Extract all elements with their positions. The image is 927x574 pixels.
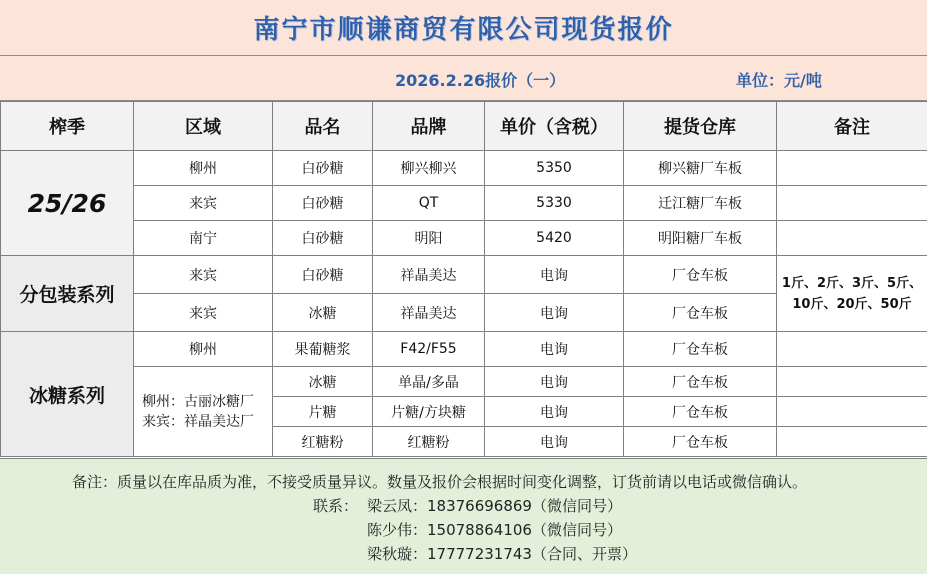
region-cell: 南宁 (134, 221, 273, 256)
note-cell (777, 397, 927, 427)
brand-cell: F42/F55 (373, 332, 485, 367)
price-cell: 电询 (485, 294, 624, 332)
contact-line: 陈少伟：15078864106（微信同号） (367, 521, 622, 539)
packaging-note-line: 1斤、2斤、3斤、5斤、 (781, 275, 923, 291)
product-cell: 红糖粉 (273, 427, 373, 457)
brand-cell: 单晶/多晶 (373, 367, 485, 397)
brand-cell: 明阳 (373, 221, 485, 256)
contact-label: 联系： (313, 497, 359, 515)
quote-date: 2026.2.26报价（一） (395, 71, 566, 90)
quote-subheader (0, 56, 927, 101)
product-cell: 白砂糖 (273, 186, 373, 221)
header-brand: 品牌 (373, 102, 485, 151)
region-cell: 柳州 (134, 332, 273, 367)
price-cell: 电询 (485, 367, 624, 397)
product-cell: 片糖 (273, 397, 373, 427)
warehouse-cell: 厂仓车板 (624, 332, 777, 367)
product-cell: 冰糖 (273, 367, 373, 397)
price-cell: 电询 (485, 397, 624, 427)
table-row (1, 151, 927, 186)
warehouse-cell: 厂仓车板 (624, 294, 777, 332)
price-cell: 电询 (485, 427, 624, 457)
season-cell: 25/26 (1, 151, 134, 256)
warehouse-cell: 柳兴糖厂车板 (624, 151, 777, 186)
warehouse-cell: 厂仓车板 (624, 367, 777, 397)
product-cell: 白砂糖 (273, 151, 373, 186)
brand-cell: 祥晶美达 (373, 294, 485, 332)
packaging-note-cell (777, 256, 927, 332)
price-cell: 5330 (485, 186, 624, 221)
price-cell: 5350 (485, 151, 624, 186)
warehouse-cell: 厂仓车板 (624, 256, 777, 294)
warehouse-cell: 厂仓车板 (624, 427, 777, 457)
region-cell: 来宾 (134, 186, 273, 221)
rock-region-line: 柳州：古丽冰糖厂 (142, 393, 254, 410)
warehouse-cell: 迁江糖厂车板 (624, 186, 777, 221)
header-price: 单价（含税） (485, 102, 624, 151)
footer-notes (0, 458, 927, 574)
quote-unit: 单位：元/吨 (736, 71, 822, 90)
region-cell: 柳州 (134, 151, 273, 186)
table-header-row (1, 102, 927, 151)
table-row (1, 221, 927, 256)
note-cell (777, 151, 927, 186)
header-season: 榨季 (1, 102, 134, 151)
region-cell: 来宾 (134, 294, 273, 332)
brand-cell: 柳兴柳兴 (373, 151, 485, 186)
footer-note: 备注：质量以在库品质为准，不接受质量异议。数量及报价会根据时间变化调整，订货前请以电话或微信确认。 (72, 473, 808, 491)
price-cell: 电询 (485, 332, 624, 367)
table-row (1, 186, 927, 221)
header-product: 品名 (273, 102, 373, 151)
rock-sugar-region-cell (134, 367, 273, 457)
table-row (1, 332, 927, 367)
note-cell (777, 186, 927, 221)
price-cell: 5420 (485, 221, 624, 256)
note-cell (777, 427, 927, 457)
brand-cell: 祥晶美达 (373, 256, 485, 294)
product-cell: 果葡糖浆 (273, 332, 373, 367)
brand-cell: 片糖/方块糖 (373, 397, 485, 427)
note-cell (777, 221, 927, 256)
brand-cell: 红糖粉 (373, 427, 485, 457)
page-title: 南宁市顺谦商贸有限公司现货报价 (253, 15, 674, 45)
brand-cell: QT (373, 186, 485, 221)
product-cell: 白砂糖 (273, 256, 373, 294)
table-row (1, 367, 927, 397)
table-row (1, 256, 927, 294)
page-title-bar (0, 0, 927, 56)
product-cell: 冰糖 (273, 294, 373, 332)
rock-region-line: 来宾：祥晶美达厂 (142, 413, 254, 430)
note-cell (777, 332, 927, 367)
header-warehouse: 提货仓库 (624, 102, 777, 151)
header-note: 备注 (777, 102, 927, 151)
packaging-note-line: 10斤、20斤、50斤 (792, 296, 912, 312)
warehouse-cell: 厂仓车板 (624, 397, 777, 427)
packaging-series-cell: 分包装系列 (1, 256, 134, 332)
contact-line: 梁秋璇：17777231743（合同、开票） (367, 545, 637, 563)
product-cell: 白砂糖 (273, 221, 373, 256)
rock-sugar-series-cell: 冰糖系列 (1, 332, 134, 457)
price-table (0, 101, 927, 457)
region-cell: 来宾 (134, 256, 273, 294)
price-cell: 电询 (485, 256, 624, 294)
contact-line: 梁云凤：18376696869（微信同号） (367, 497, 622, 515)
header-region: 区域 (134, 102, 273, 151)
warehouse-cell: 明阳糖厂车板 (624, 221, 777, 256)
note-cell (777, 367, 927, 397)
